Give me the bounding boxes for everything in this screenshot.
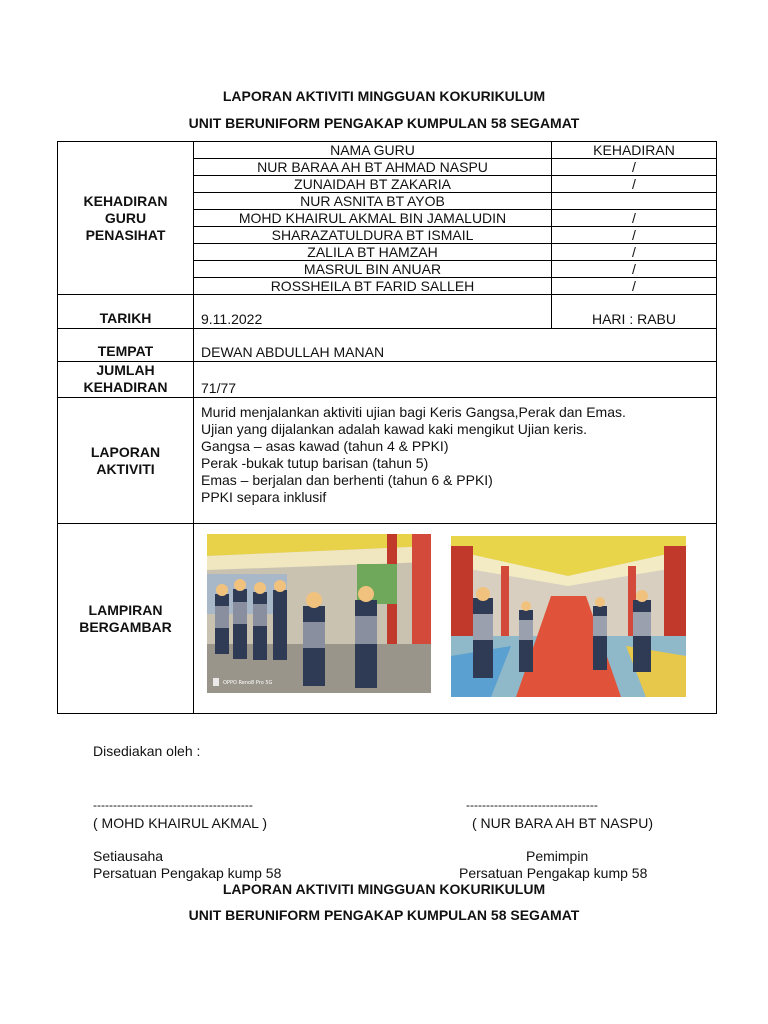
date-row — [58, 295, 717, 329]
attendance-mark: / — [552, 244, 717, 261]
attendance-header-row — [58, 142, 717, 159]
attendance-mark: / — [552, 261, 717, 278]
report-line: Emas – berjalan dan berhenti (tahun 6 & PPKI) — [201, 472, 493, 488]
place-row — [58, 329, 717, 362]
signatory-org-left: Persatuan Pengakap kump 58 — [93, 865, 282, 881]
photo-scouts-walkway — [207, 534, 431, 693]
teacher-name: NUR BARAA AH BT AHMAD NASPU — [194, 159, 552, 176]
date-label: TARIKH — [58, 295, 194, 329]
teacher-name: SHARAZATULDURA BT ISMAIL — [194, 227, 552, 244]
document-subtitle-repeat: UNIT BERUNIFORM PENGAKAP KUMPULAN 58 SEGAMAT — [188, 907, 580, 923]
signature-line-right: --------------------------------- — [466, 798, 598, 812]
signatory-org-right: Persatuan Pengakap kump 58 — [459, 865, 648, 881]
attendance-section-label — [58, 142, 194, 295]
report-row — [58, 398, 717, 524]
report-table — [57, 141, 717, 714]
teacher-name: MOHD KHAIRUL AKMAL BIN JAMALUDIN — [194, 210, 552, 227]
signature-line-left: ---------------------------------------- — [93, 798, 253, 812]
attachments-label-line2: BERGAMBAR — [79, 618, 172, 635]
attendance-mark: / — [552, 227, 717, 244]
attendance-mark: / — [552, 159, 717, 176]
total-row — [58, 362, 717, 398]
attendance-label-line1: KEHADIRAN — [83, 192, 168, 209]
report-label — [58, 398, 194, 524]
teacher-name: NUR ASNITA BT AYOB — [194, 193, 552, 210]
day-value: HARI : RABU — [552, 295, 717, 329]
column-header-attendance: KEHADIRAN — [552, 142, 717, 159]
column-header-name: NAMA GURU — [194, 142, 552, 159]
signatory-name-left: ( MOHD KHAIRUL AKMAL ) — [93, 815, 267, 831]
attendance-mark: / — [552, 278, 717, 295]
total-label-line1: JUMLAH — [96, 362, 155, 378]
attachments-label-line1: LAMPIRAN — [88, 601, 163, 618]
attendance-mark: / — [552, 176, 717, 193]
report-text — [194, 398, 717, 524]
teacher-name: ZUNAIDAH BT ZAKARIA — [194, 176, 552, 193]
document-subtitle: UNIT BERUNIFORM PENGAKAP KUMPULAN 58 SEGAMAT — [188, 115, 580, 131]
place-value: DEWAN ABDULLAH MANAN — [194, 329, 717, 362]
photo-scouts-corridor — [451, 536, 686, 697]
attachments-row — [58, 524, 717, 714]
report-line: Ujian yang dijalankan adalah kawad kaki mengikut Ujian keris. — [201, 421, 587, 437]
place-label: TEMPAT — [58, 329, 194, 362]
signatory-name-right: ( NUR BARA AH BT NASPU) — [472, 815, 654, 831]
attachments-label — [58, 524, 194, 714]
document-title: LAPORAN AKTIVITI MINGGUAN KOKURIKULUM — [222, 88, 546, 104]
report-line: Perak -bukak tutup barisan (tahun 5) — [201, 455, 429, 471]
total-value: 71/77 — [194, 362, 717, 398]
attendance-mark: / — [552, 210, 717, 227]
attachments-cell — [194, 524, 717, 714]
report-line: Gangsa – asas kawad (tahun 4 & PPKI) — [201, 438, 449, 454]
report-line: PPKI separa inklusif — [201, 489, 327, 505]
prepared-by-label: Disediakan oleh : — [93, 743, 201, 759]
report-line: Murid menjalankan aktiviti ujian bagi Keris Gangsa,Perak dan Emas. — [201, 404, 626, 420]
attendance-label-line3: PENASIHAT — [85, 226, 166, 243]
teacher-name: MASRUL BIN ANUAR — [194, 261, 552, 278]
teacher-name: ROSSHEILA BT FARID SALLEH — [194, 278, 552, 295]
teacher-name: ZALILA BT HAMZAH — [194, 244, 552, 261]
photo-watermark: OPPO Reno8 Pro 5G — [223, 679, 273, 686]
report-label-line1: LAPORAN — [90, 443, 161, 460]
total-label-line2: KEHADIRAN — [83, 379, 168, 395]
date-value: 9.11.2022 — [194, 295, 552, 329]
total-label — [58, 362, 194, 398]
signatory-role-left: Setiausaha — [93, 848, 164, 864]
document-title-repeat: LAPORAN AKTIVITI MINGGUAN KOKURIKULUM — [222, 881, 546, 897]
signatory-role-right: Pemimpin — [526, 848, 589, 864]
attendance-label-line2: GURU — [104, 209, 147, 226]
attendance-mark — [552, 193, 717, 210]
report-label-line2: AKTIVITI — [96, 460, 155, 477]
